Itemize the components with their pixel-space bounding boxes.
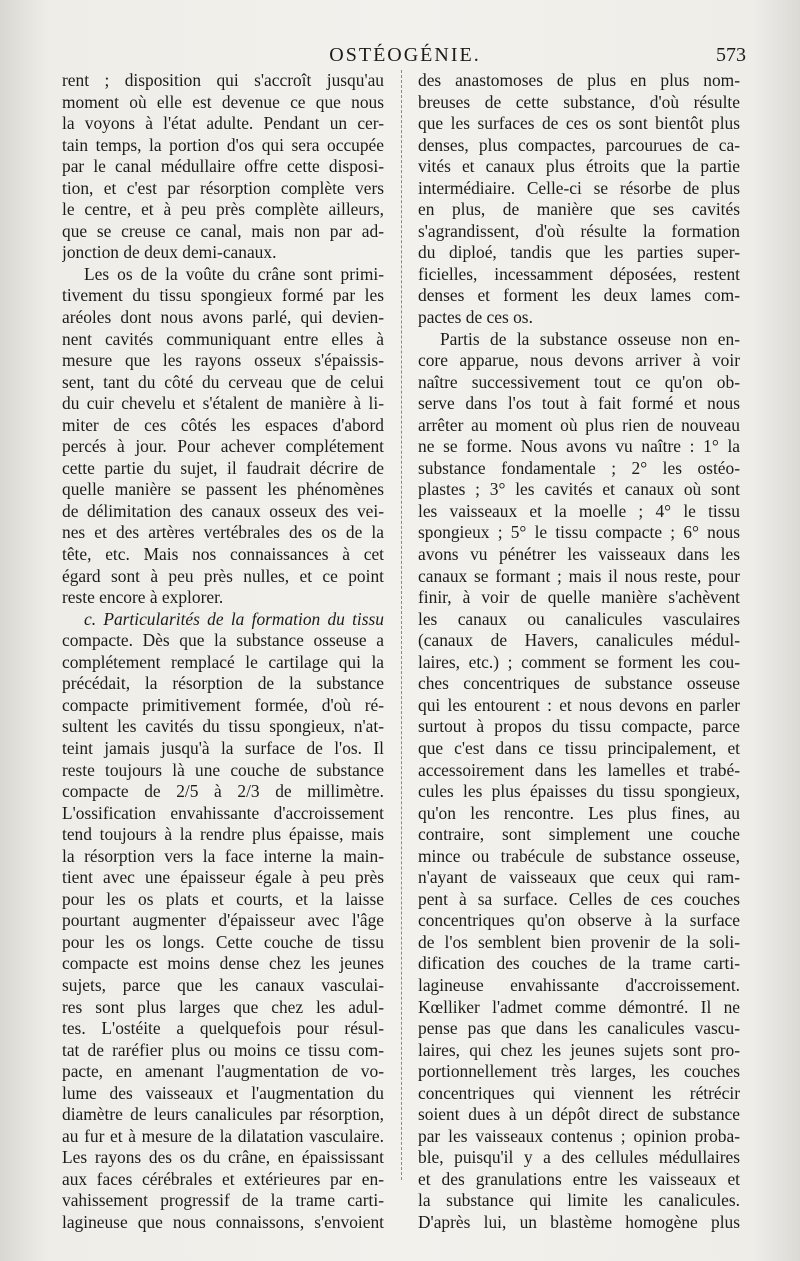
text-line: tient avec une épaisseur égale à peu près — [62, 867, 384, 888]
text-line: ches concentriques de substance osseuse — [418, 673, 740, 694]
text-line: et des granulations entre les vaisseaux et — [418, 1168, 740, 1189]
text-line: pense pas que dans les canalicules vascu- — [418, 1018, 740, 1039]
text-line: que se creuse ce canal, mais non par ad- — [62, 220, 384, 241]
text-line: surtout à propos du tissu compacte, parce — [418, 716, 740, 737]
text-line: D'après lui, un blastème homogène plus — [418, 1211, 740, 1232]
text-line: égard sont à peu près nulles, et ce point — [62, 565, 384, 586]
text-line: mince ou trabécule de substance osseuse, — [418, 845, 740, 866]
text-line: arrêter au moment où plus rien de nouveau — [418, 414, 740, 435]
text-line: Partis de la substance osseuse non en- — [440, 328, 740, 349]
text-line: percés à jour. Pour achever complétement — [62, 436, 384, 457]
text-line: lagineuse envahissante d'accroissement. — [418, 974, 740, 995]
text-line: n'ayant de vaisseaux que ceux qui ram- — [418, 867, 740, 888]
text-line: plastes ; 3° les cavités et canaux où sont — [418, 479, 740, 500]
text-line: cules les plus épaisses du tissu spongieux, — [418, 781, 740, 802]
text-line: qui les entourent : et nous devons en parler — [418, 694, 740, 715]
text-line: L'ossification envahissante d'accroissement — [62, 802, 384, 823]
text-line: de l'os semblent bien provenir de la soli- — [418, 931, 740, 952]
text-line: finir, à voir de quelle manière s'achèvent — [418, 587, 740, 608]
text-line: les canaux ou canalicules vasculaires — [418, 608, 740, 629]
text-line: core apparue, nous devons arriver à voir — [418, 350, 740, 371]
text-line: serve dans l'os tout à fait formé et nous — [418, 393, 740, 414]
text-line: soient dues à un dépôt direct de substance — [418, 1104, 740, 1125]
text-line: accessoirement dans les lamelles et trabé- — [418, 759, 740, 780]
text-line: teint jamais jusqu'à la surface de l'os. Il — [62, 737, 384, 758]
left-column — [62, 70, 384, 1234]
text-line: du diploé, tandis que les parties super- — [418, 242, 740, 263]
text-line: aux faces cérébrales et extérieures par en- — [62, 1168, 384, 1189]
text-line: compacte de 2/5 à 2/3 de millimètre. — [62, 781, 384, 802]
text-line: sent, tant du côté du cerveau que de celui — [62, 371, 384, 392]
text-line: canaux se formant ; mais il nous reste, pour — [418, 565, 740, 586]
text-line: naître successivement tout ce qu'on ob- — [418, 371, 740, 392]
text-line: la résorption vers la face interne la main- — [62, 845, 384, 866]
text-line: tivement du tissu spongieux formé par les — [62, 285, 384, 306]
text-line: du cuir chevelu et s'étalent de manière à li- — [62, 393, 384, 414]
text-line: tion, et c'est par résorption complète vers — [62, 177, 384, 198]
text-line: nent cavités communiquant entre elles à — [62, 328, 384, 349]
text-line: concentriques qui viennent les rétrécir — [418, 1082, 740, 1103]
text-line: ne se forme. Nous avons vu naître : 1° la — [418, 436, 740, 457]
text-line: que les surfaces de ces os sont bientôt plus — [418, 113, 740, 134]
text-line: sultent les cavités du tissu spongieux, n'at- — [62, 716, 384, 737]
text-line: quelle manière se passent les phénomènes — [62, 479, 384, 500]
text-line: que c'est dans ce tissu principalement, et — [418, 737, 740, 758]
text-line: tes. L'ostéite a quelquefois pour résul- — [62, 1018, 384, 1039]
text-line: substance fondamentale ; 2° les ostéo- — [418, 457, 740, 478]
text-line: le centre, et à peu près complète ailleurs, — [62, 199, 384, 220]
text-line: tend toujours à la rendre plus épaisse, mais — [62, 824, 384, 845]
text-line: spongieux ; 5° le tissu compacte ; 6° nous — [418, 522, 740, 543]
text-line: (canaux de Havers, canalicules médul- — [418, 630, 740, 651]
text-line: des anastomoses de plus en plus nom- — [418, 70, 740, 90]
running-title: OSTÉOGÉNIE. — [329, 44, 481, 66]
text-line: pacte, en amenant l'augmentation de vo- — [62, 1061, 384, 1082]
text-line: pour les os longs. Cette couche de tissu — [62, 931, 384, 952]
text-line: lume des vaisseaux et l'augmentation du — [62, 1082, 384, 1103]
text-line: au fur et à mesure de la dilatation vasculaire. — [62, 1125, 384, 1146]
text-line: la substance qui limite les canalicules. — [418, 1190, 740, 1211]
page-number: 573 — [716, 44, 746, 66]
running-head — [60, 40, 750, 70]
text-line: concentriques qu'on observe à la surface — [418, 910, 740, 931]
text-line: dification des couches de la trame carti- — [418, 953, 740, 974]
text-line: portionnellement très larges, les couches — [418, 1061, 740, 1082]
text-line: rent ; disposition qui s'accroît jusqu'au — [62, 70, 384, 90]
text-line: les vaisseaux et la moelle ; 4° le tissu — [418, 500, 740, 521]
text-line: Kœlliker l'admet comme démontré. Il ne — [418, 996, 740, 1017]
text-line: s'agrandissent, d'où résulte la formation — [418, 220, 740, 241]
text-line: intermédiaire. Celle-ci se résorbe de plus — [418, 177, 740, 198]
text-line: qu'on les rencontre. Les plus fines, au — [418, 802, 740, 823]
text-line: reste toujours là une couche de substance — [62, 759, 384, 780]
text-line: tête, etc. Mais nos connaissances à cet — [62, 544, 384, 565]
text-line: res sont plus larges que chez les adul- — [62, 996, 384, 1017]
text-line: tain temps, la portion d'os qui sera occupée — [62, 134, 384, 155]
text-line: breuses de cette substance, d'où résulte — [418, 91, 740, 112]
text-line: moment où elle est devenue ce que nous — [62, 91, 384, 112]
text-line: contraire, sont simplement une couche — [418, 824, 740, 845]
text-line: miter de ces côtés les espaces d'abord — [62, 414, 384, 435]
text-line: avons vu pénétrer les vaisseaux dans les — [418, 544, 740, 565]
text-line: jonction de deux demi-canaux. — [62, 242, 277, 263]
text-line: pent à sa surface. Celles de ces couches — [418, 888, 740, 909]
text-line: par le canal médullaire offre cette disposi- — [62, 156, 384, 177]
text-line: ficielles, incessamment déposées, restent — [418, 263, 740, 284]
text-line: mesure que les rayons osseux s'épaissis- — [62, 350, 384, 371]
text-line: la voyons à l'état adulte. Pendant un cer- — [62, 113, 384, 134]
text-line: denses, plus compactes, parcourues de ca- — [418, 134, 740, 155]
text-line: reste encore à explorer. — [62, 587, 224, 608]
text-line: cette partie du sujet, il faudrait décrire de — [62, 457, 384, 478]
text-line: pactes de ces os. — [418, 307, 533, 328]
text-line: aréoles dont nous avons parlé, qui devien- — [62, 307, 384, 328]
text-line: complétement remplacé le cartilage qui la — [62, 651, 384, 672]
text-line: compacte est moins dense chez les jeunes — [62, 953, 384, 974]
text-line: par les vaisseaux contenus ; opinion proba- — [418, 1125, 740, 1146]
text-line: tat de raréfier plus ou moins ce tissu com- — [62, 1039, 384, 1060]
text-line: lagineuse que nous connaissons, s'envoient — [62, 1211, 384, 1232]
text-line: ble, puisqu'il y a des cellules médullaires — [418, 1147, 740, 1168]
text-line: en plus, de manière que ses cavités — [418, 199, 740, 220]
text-line: vahissement progressif de la trame carti- — [62, 1190, 384, 1211]
text-line: diamètre de leurs canalicules par résorption, — [62, 1104, 384, 1125]
text-line: pour les os plats et courts, et la laisse — [62, 888, 384, 909]
text-line: Les os de la voûte du crâne sont primi- — [84, 263, 384, 284]
text-line: c. Particularités de la formation du tissu — [84, 608, 384, 629]
text-line: laires, etc.) ; comment se forment les cou- — [418, 651, 740, 672]
text-line: précédait, la résorption de la substance — [62, 673, 384, 694]
text-line: nes et des artères vertébrales des os de la — [62, 522, 384, 543]
right-column — [418, 70, 740, 1234]
text-line: Les rayons des os du crâne, en épaississant — [62, 1147, 384, 1168]
column-divider — [401, 70, 402, 1180]
text-line: laires, qui chez les jeunes sujets sont pro- — [418, 1039, 740, 1060]
text-line: compacte primitivement formée, d'où ré- — [62, 694, 384, 715]
text-line: sujets, parce que les canaux vasculai- — [62, 974, 384, 995]
text-line: vités et canaux plus étroits que la partie — [418, 156, 740, 177]
text-line: compacte. Dès que la substance osseuse a — [62, 630, 384, 651]
text-line: denses et forment les deux lames com- — [418, 285, 740, 306]
text-line: pourtant augmenter d'épaisseur avec l'âge — [62, 910, 384, 931]
text-line: de délimitation des canaux osseux des vei- — [62, 500, 384, 521]
